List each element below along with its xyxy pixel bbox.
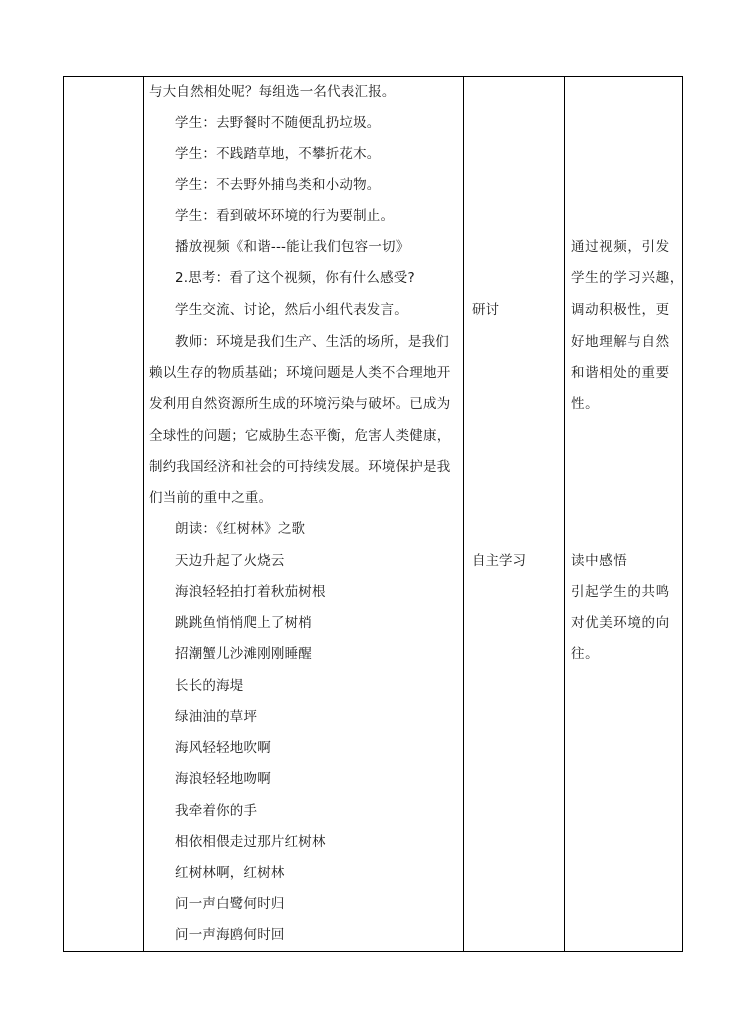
intent-line: 调动积极性，更 [571, 302, 670, 318]
text-line: 学生交流、讨论，然后小组代表发言。 [175, 302, 408, 318]
text-line: 学生：看到破坏环境的行为要制止。 [175, 208, 395, 224]
text-line: 红树林啊，红树林 [175, 865, 285, 881]
text-line: 制约我国经济和社会的可持续发展。环境保护是我 [149, 459, 451, 475]
intent-line: 引起学生的共鸣 [571, 584, 670, 600]
text-line: 2.思考：看了这个视频，你有什么感受? [175, 270, 415, 286]
text-line: 教师：环境是我们生产、生活的场所，是我们 [175, 334, 449, 350]
text-line: 海浪轻轻拍打着秋茄树根 [175, 584, 326, 600]
text-line: 发利用自然资源所生成的环境污染与破坏。已成为 [149, 396, 451, 412]
intent-line: 通过视频，引发 [571, 239, 670, 255]
teaching-process-cell [144, 77, 464, 952]
intent-line: 学生的学习兴趣， [571, 270, 684, 286]
text-line: 朗读：《红树林》之歌 [175, 521, 306, 537]
text-line: 问一声白鹭何时归 [175, 896, 285, 912]
text-line: 海浪轻轻地吻啊 [175, 771, 271, 787]
design-intent-cell [565, 77, 683, 952]
intent-line: 读中感悟 [571, 553, 628, 569]
method-label: 研讨 [472, 302, 499, 318]
text-line: 与大自然相处呢？每组选一名代表汇报。 [149, 84, 396, 100]
table-row [64, 77, 683, 952]
text-line: 们当前的重中之重。 [149, 490, 273, 506]
method-cell [464, 77, 565, 952]
intent-line: 和谐相处的重要 [571, 365, 670, 381]
text-line: 全球性的问题；它威胁生态平衡，危害人类健康， [149, 428, 451, 444]
text-line: 相依相偎走过那片红树林 [175, 834, 326, 850]
intent-line: 往。 [571, 646, 600, 662]
blank-cell [64, 77, 144, 952]
text-line: 我牵着你的手 [175, 803, 258, 819]
intent-line: 性。 [571, 396, 600, 412]
lesson-plan-table [63, 76, 683, 952]
text-line: 学生：不践踏草地，不攀折花木。 [175, 146, 381, 162]
text-line: 长长的海堤 [175, 678, 244, 694]
text-line: 海风轻轻地吹啊 [175, 740, 271, 756]
text-line: 天边升起了火烧云 [175, 553, 285, 569]
text-line: 问一声海鸥何时回 [175, 927, 285, 943]
intent-line: 对优美环境的向 [571, 615, 670, 631]
text-line: 赖以生存的物质基础；环境问题是人类不合理地开 [149, 365, 451, 381]
text-line: 跳跳鱼悄悄爬上了树梢 [175, 615, 312, 631]
text-line: 绿油油的草坪 [175, 709, 258, 725]
text-line: 学生：不去野外捕鸟类和小动物。 [175, 177, 381, 193]
text-line: 招潮蟹儿沙滩刚刚睡醒 [175, 646, 312, 662]
intent-line: 好地理解与自然 [571, 334, 670, 350]
text-line: 播放视频《和谐---能让我们包容一切》 [175, 239, 410, 255]
text-line: 学生：去野餐时不随便乱扔垃圾。 [175, 115, 381, 131]
method-label: 自主学习 [472, 553, 526, 569]
